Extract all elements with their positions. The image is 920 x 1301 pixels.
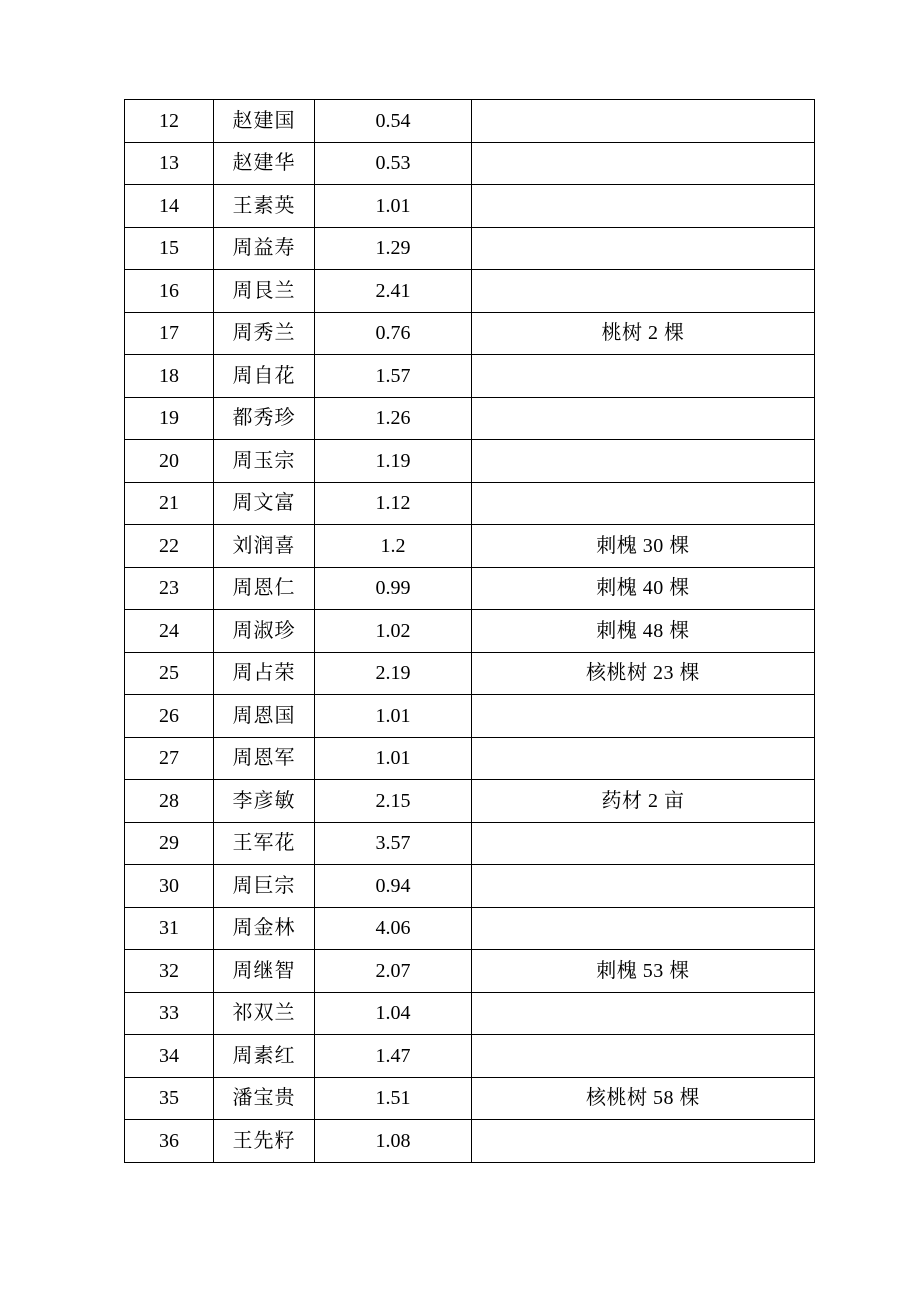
table-container: [124, 99, 812, 1163]
cell-note: 刺槐 30 棵: [472, 525, 815, 568]
table-row: [125, 610, 815, 653]
table-body: [125, 100, 815, 1163]
cell-area: 0.94: [315, 865, 472, 908]
cell-note: 刺槐 40 棵: [472, 567, 815, 610]
table-row: [125, 695, 815, 738]
cell-index: 19: [125, 397, 214, 440]
cell-name: 王素英: [214, 185, 315, 228]
cell-note: 核桃树 23 棵: [472, 652, 815, 695]
cell-name: 周秀兰: [214, 312, 315, 355]
cell-note: [472, 482, 815, 525]
cell-note: [472, 355, 815, 398]
table-row: [125, 950, 815, 993]
cell-note: 刺槐 53 棵: [472, 950, 815, 993]
cell-area: 1.12: [315, 482, 472, 525]
table-row: [125, 270, 815, 313]
cell-name: 周占荣: [214, 652, 315, 695]
cell-area: 0.99: [315, 567, 472, 610]
cell-index: 18: [125, 355, 214, 398]
table-row: [125, 992, 815, 1035]
cell-area: 2.15: [315, 780, 472, 823]
cell-name: 潘宝贵: [214, 1077, 315, 1120]
data-table: [124, 99, 815, 1163]
cell-index: 25: [125, 652, 214, 695]
cell-area: 0.54: [315, 100, 472, 143]
cell-name: 王先籽: [214, 1120, 315, 1163]
cell-note: [472, 142, 815, 185]
table-row: [125, 312, 815, 355]
cell-note: [472, 992, 815, 1035]
cell-index: 20: [125, 440, 214, 483]
cell-index: 27: [125, 737, 214, 780]
cell-name: 周益寿: [214, 227, 315, 270]
cell-name: 周素红: [214, 1035, 315, 1078]
table-row: [125, 652, 815, 695]
cell-note: [472, 440, 815, 483]
cell-note: [472, 865, 815, 908]
cell-name: 王军花: [214, 822, 315, 865]
cell-index: 16: [125, 270, 214, 313]
cell-area: 1.29: [315, 227, 472, 270]
cell-name: 李彦敏: [214, 780, 315, 823]
table-row: [125, 397, 815, 440]
table-row: [125, 1035, 815, 1078]
cell-note: [472, 397, 815, 440]
cell-index: 34: [125, 1035, 214, 1078]
cell-area: 1.47: [315, 1035, 472, 1078]
cell-index: 32: [125, 950, 214, 993]
cell-area: 1.01: [315, 695, 472, 738]
cell-area: 3.57: [315, 822, 472, 865]
cell-area: 1.57: [315, 355, 472, 398]
cell-area: 2.19: [315, 652, 472, 695]
cell-index: 29: [125, 822, 214, 865]
cell-name: 周自花: [214, 355, 315, 398]
table-row: [125, 227, 815, 270]
cell-name: 都秀珍: [214, 397, 315, 440]
cell-note: 药材 2 亩: [472, 780, 815, 823]
cell-area: 1.02: [315, 610, 472, 653]
cell-name: 周继智: [214, 950, 315, 993]
cell-name: 周淑珍: [214, 610, 315, 653]
cell-note: [472, 185, 815, 228]
cell-index: 30: [125, 865, 214, 908]
cell-note: [472, 907, 815, 950]
table-row: [125, 780, 815, 823]
cell-index: 33: [125, 992, 214, 1035]
cell-area: 1.26: [315, 397, 472, 440]
cell-note: [472, 270, 815, 313]
cell-note: [472, 1120, 815, 1163]
cell-area: 1.08: [315, 1120, 472, 1163]
cell-area: 1.01: [315, 185, 472, 228]
table-row: [125, 1120, 815, 1163]
cell-note: 刺槐 48 棵: [472, 610, 815, 653]
cell-index: 17: [125, 312, 214, 355]
cell-area: 2.07: [315, 950, 472, 993]
cell-name: 周艮兰: [214, 270, 315, 313]
cell-note: [472, 822, 815, 865]
table-row: [125, 567, 815, 610]
cell-index: 28: [125, 780, 214, 823]
table-row: [125, 865, 815, 908]
cell-area: 1.01: [315, 737, 472, 780]
cell-index: 24: [125, 610, 214, 653]
cell-name: 祁双兰: [214, 992, 315, 1035]
table-row: [125, 1077, 815, 1120]
cell-name: 周恩国: [214, 695, 315, 738]
cell-name: 周恩军: [214, 737, 315, 780]
cell-name: 赵建国: [214, 100, 315, 143]
cell-index: 14: [125, 185, 214, 228]
cell-index: 22: [125, 525, 214, 568]
table-row: [125, 440, 815, 483]
table-row: [125, 100, 815, 143]
table-row: [125, 355, 815, 398]
cell-index: 13: [125, 142, 214, 185]
cell-index: 15: [125, 227, 214, 270]
table-row: [125, 737, 815, 780]
cell-index: 36: [125, 1120, 214, 1163]
cell-name: 周金林: [214, 907, 315, 950]
cell-area: 2.41: [315, 270, 472, 313]
cell-name: 周恩仁: [214, 567, 315, 610]
cell-note: 核桃树 58 棵: [472, 1077, 815, 1120]
cell-index: 21: [125, 482, 214, 525]
table-row: [125, 185, 815, 228]
cell-note: [472, 100, 815, 143]
cell-note: 桃树 2 棵: [472, 312, 815, 355]
table-row: [125, 482, 815, 525]
cell-note: [472, 737, 815, 780]
cell-name: 周文富: [214, 482, 315, 525]
cell-name: 周巨宗: [214, 865, 315, 908]
cell-index: 31: [125, 907, 214, 950]
table-row: [125, 907, 815, 950]
cell-name: 周玉宗: [214, 440, 315, 483]
cell-index: 35: [125, 1077, 214, 1120]
cell-name: 赵建华: [214, 142, 315, 185]
cell-name: 刘润喜: [214, 525, 315, 568]
cell-note: [472, 227, 815, 270]
cell-area: 4.06: [315, 907, 472, 950]
cell-note: [472, 695, 815, 738]
cell-index: 12: [125, 100, 214, 143]
cell-area: 1.2: [315, 525, 472, 568]
table-row: [125, 525, 815, 568]
cell-area: 1.04: [315, 992, 472, 1035]
table-row: [125, 822, 815, 865]
cell-area: 0.53: [315, 142, 472, 185]
cell-note: [472, 1035, 815, 1078]
cell-area: 0.76: [315, 312, 472, 355]
cell-index: 23: [125, 567, 214, 610]
table-row: [125, 142, 815, 185]
cell-area: 1.51: [315, 1077, 472, 1120]
cell-index: 26: [125, 695, 214, 738]
cell-area: 1.19: [315, 440, 472, 483]
